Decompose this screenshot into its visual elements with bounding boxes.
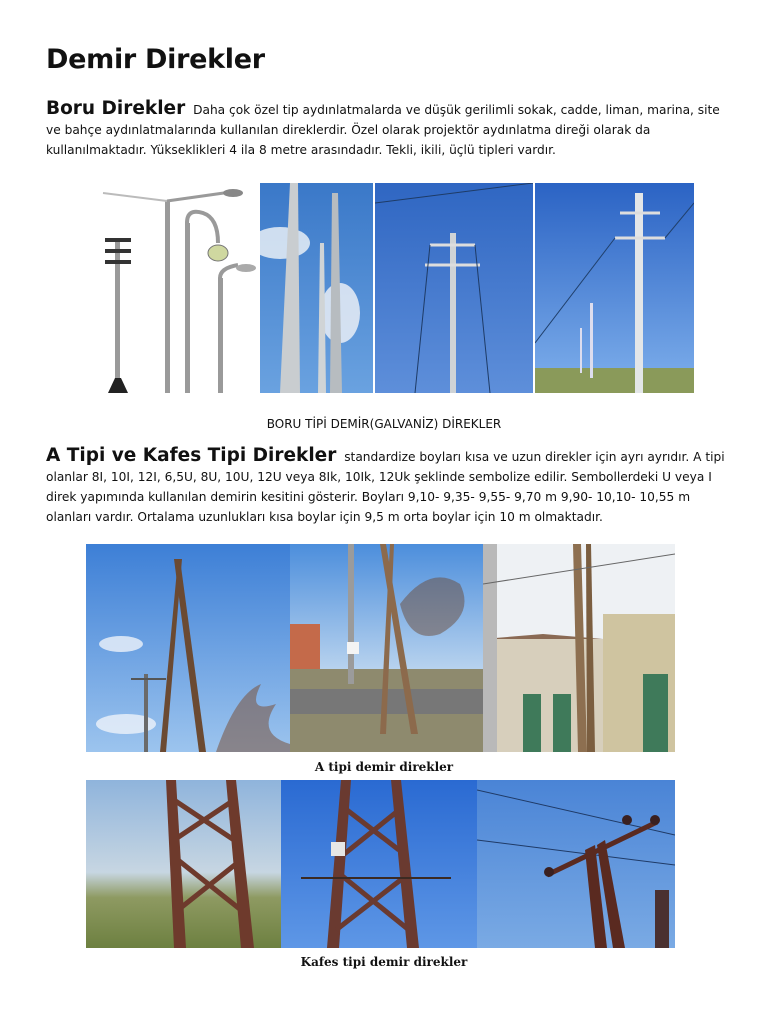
boru-direkler-heading: Boru Direkler (46, 98, 186, 119)
kafes-tipi-caption: Kafes tipi demir direkler (300, 955, 468, 969)
page-title: Demir Direkler (46, 44, 265, 75)
kafes-pole-photo-2 (281, 780, 477, 948)
a-tipi-caption: A tipi demir direkler (314, 760, 454, 774)
a-kafes-text: standardize boyları kısa ve uzun direkler için ayrı ayrıdır. A tipi olanlar 8I, 10I, 12I, 6,5U, 8U, 10U, 12U veya 8Ik, 10Ik, 12Uk şeklinde sembolize edilir. Sembollerdeki U veya I direk yapımında kullanılan demirin kesitini gösterir. Boyları 9,10- 9,35- 9,55- 9,70 m 9,90- 10,10- 10,55 m olanları vardır. Ortalama uzunlukları kısa boylar için 9,5 m orta boylar için 10 m olmaktadır. (46, 450, 725, 524)
boru-direkler-text: Daha çok özel tip aydınlatmalarda ve düşük gerilimli sokak, cadde, liman, marina, site ve bahçe aydınlatmalarında kullanılan direklerdir. Özel olarak projektör aydınlatma direği olarak da kullanılmaktadır. Yükseklikleri 4 ila 8 metre arasındadır. Tekli, ikili, üçlü tipleri vardır. (46, 103, 720, 157)
a-type-pole-photo-3 (483, 544, 675, 752)
a-kafes-heading: A Tipi ve Kafes Tipi Direkler (46, 445, 337, 466)
boru-caption: BORU TİPİ DEMİR(GALVANİZ) DİREKLER (266, 417, 502, 431)
twin-pipe-poles-photo (260, 183, 373, 393)
a-type-pole-photo-2 (290, 544, 483, 752)
pipe-pole-drawings-photo (88, 183, 258, 393)
boru-direkler-paragraph (46, 99, 726, 160)
pipe-pole-line-photo (535, 183, 694, 393)
kafes-pole-photo-3 (477, 780, 675, 948)
tall-pipe-pole-photo (375, 183, 533, 393)
kafes-pole-photo-1 (86, 780, 281, 948)
a-kafes-paragraph (46, 446, 726, 527)
a-type-pole-photo-1 (86, 544, 290, 752)
